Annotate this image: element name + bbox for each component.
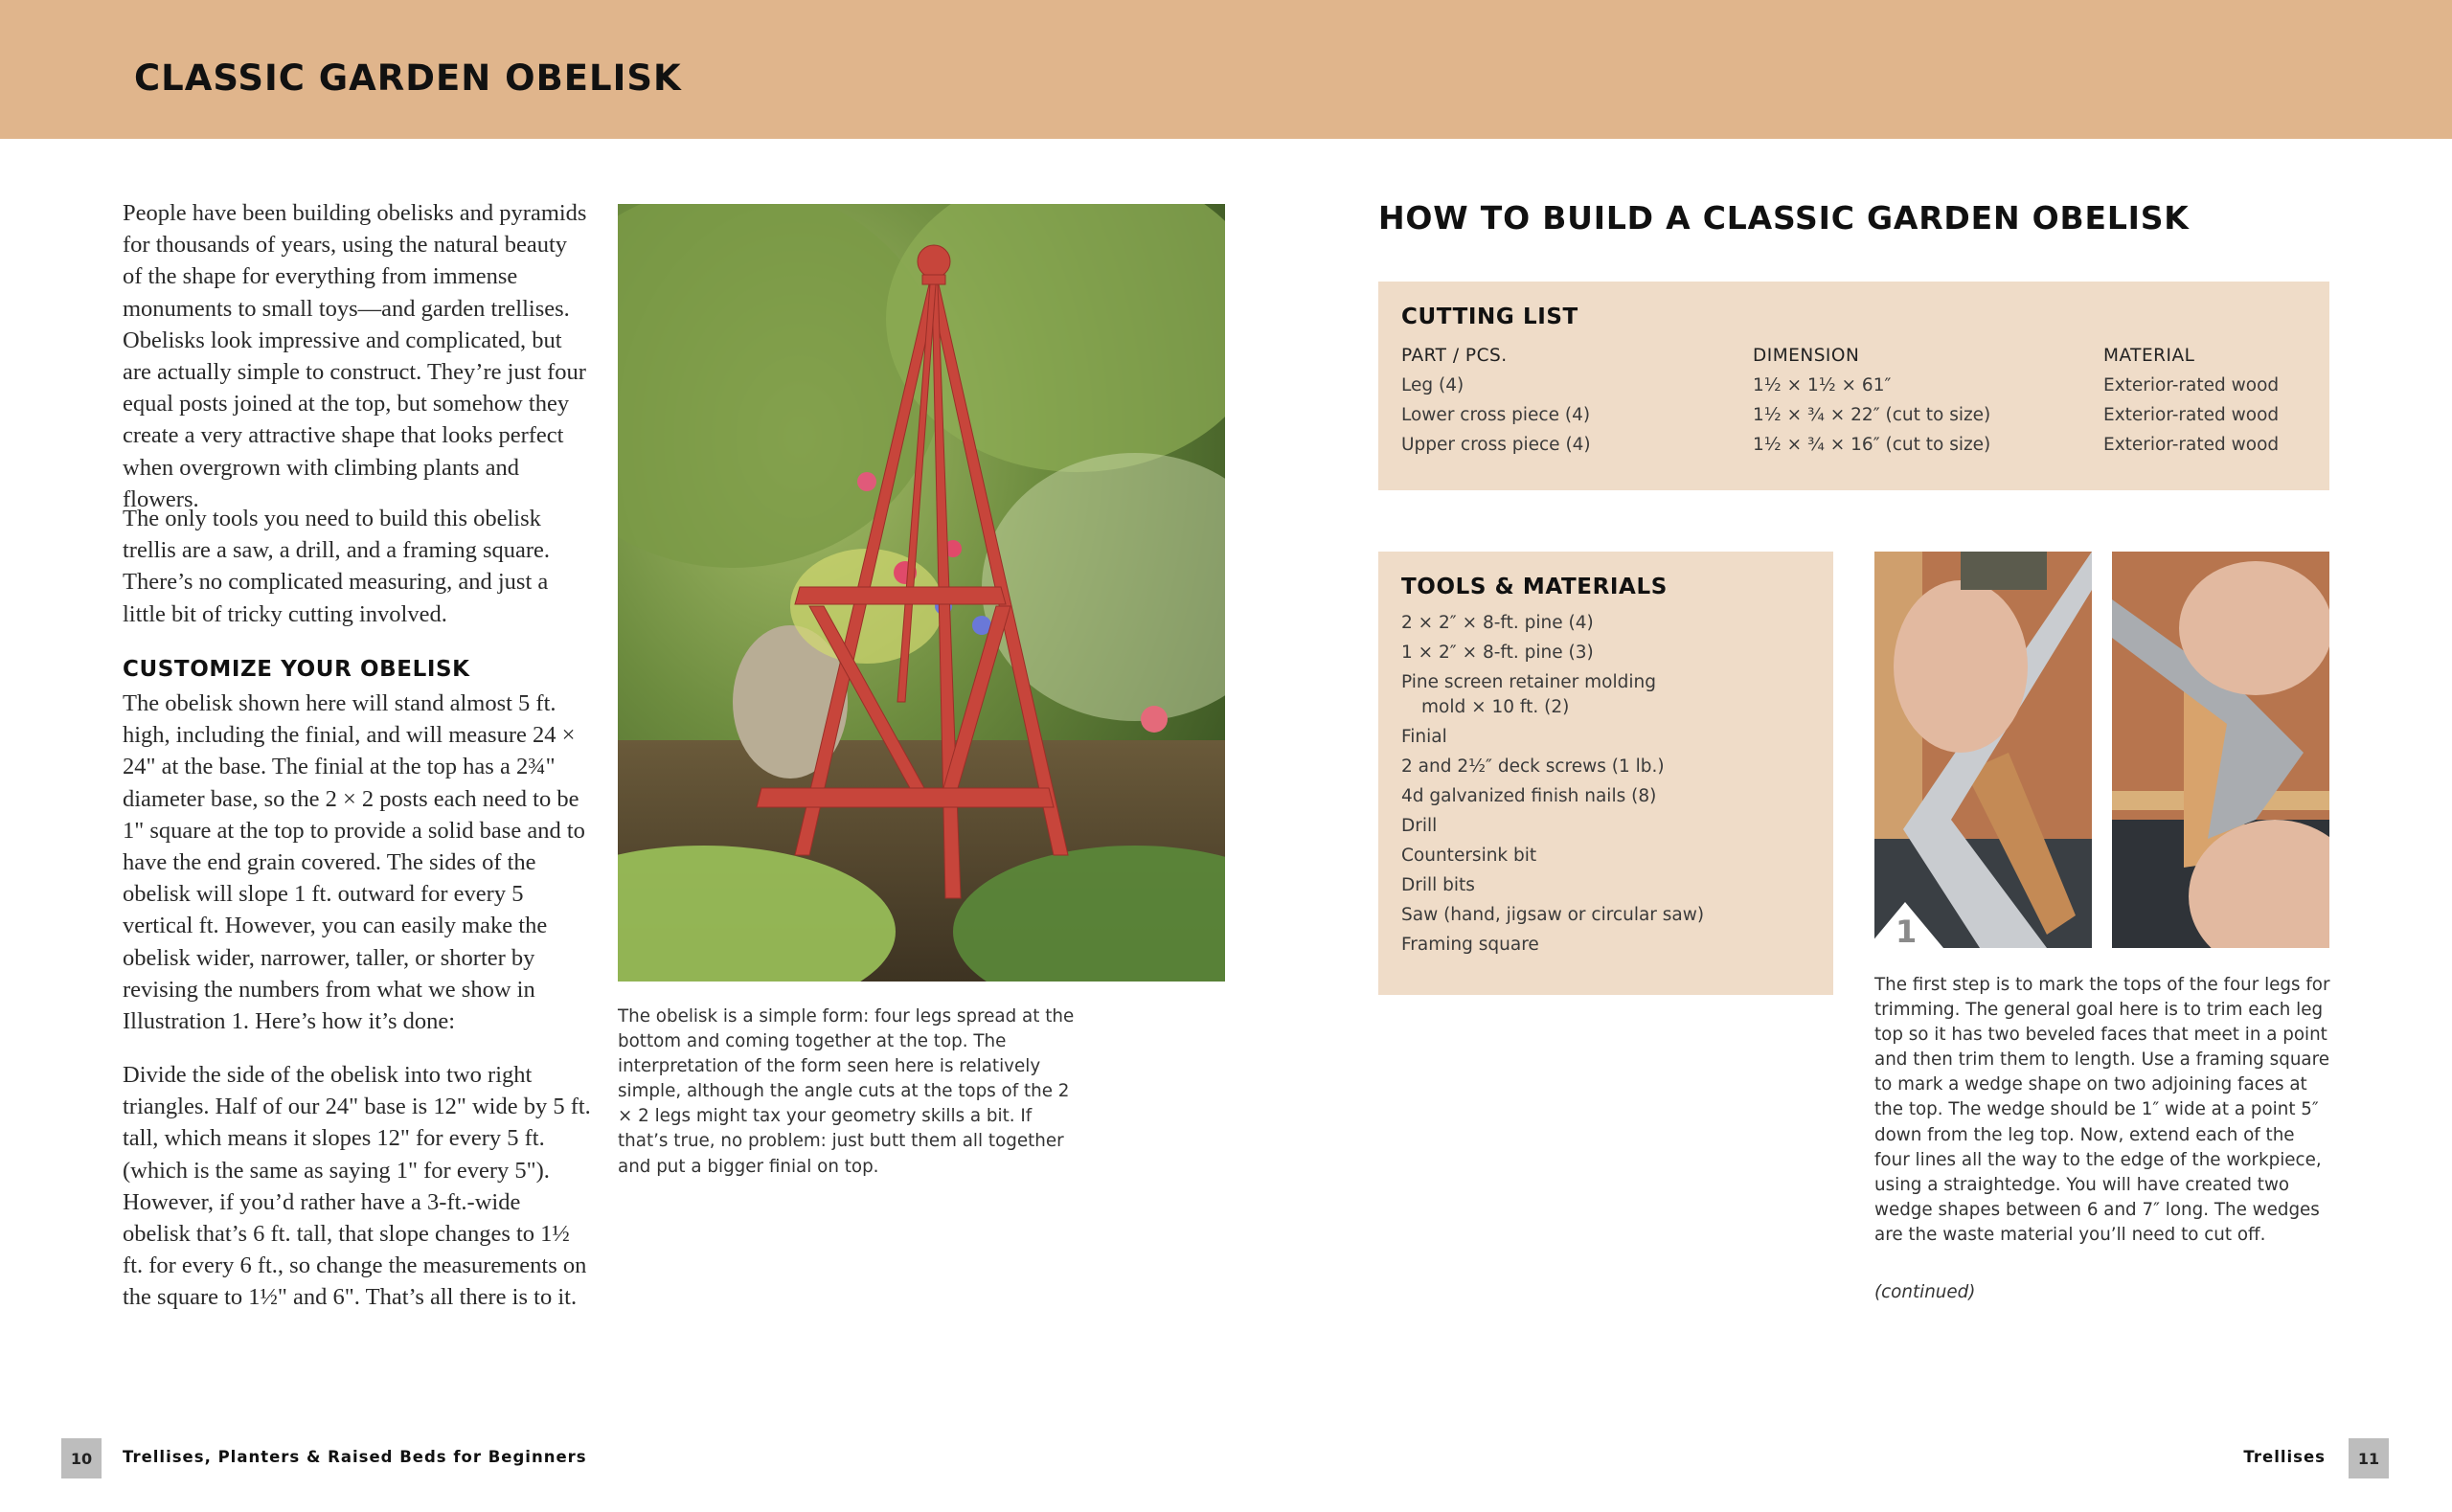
body-text: The only tools you need to build this obelisk trellis are a saw, a drill, and a framing square. There’s no complicated measuring, and just a little bit of tricky cutting involved.: [123, 506, 551, 627]
list-item: Countersink bit: [1401, 846, 1537, 866]
page-number-right: 11: [2349, 1438, 2389, 1478]
cutting-list-column-dimension: [1753, 341, 1990, 460]
table-cell: Leg (4): [1401, 375, 1464, 395]
framing-square-wedge-illustration: [2112, 552, 2329, 948]
page-number-left: 10: [61, 1438, 102, 1478]
body-text: People have been building obelisks and pyramids for thousands of years, using the natural beauty of the shape for everything from immense monuments to small toys—and garden trellises. Obelisks look impressive and complicated, but are actually simple to construct. They’re just four equal posts joined at the top, but somehow they create a very attractive shape that looks perfect when overgrown with climbing plants and flowers.: [123, 200, 587, 512]
list-item: Saw (hand, jigsaw or circular saw): [1401, 905, 1705, 925]
list-item: Finial: [1401, 727, 1447, 747]
list-item: 2 × 2″ × 8-ft. pine (4): [1401, 613, 1594, 633]
body-text: The obelisk shown here will stand almost 5 ft. high, including the finial, and will measure 24 × 24" at the base. The finial at the top has a 2¾" diameter base, so the 2 × 2 posts each need to be 1" square at the top to provide a solid base and to have the end grain covered. The sides of the obelisk will slope 1 ft. outward for every 5 vertical ft. However, you can easily make the obelisk wider, narrower, taller, or shorter by revising the numbers from what we show in Illustration 1. Here’s how it’s done:: [123, 690, 585, 1035]
continued-note: (continued): [1874, 1282, 1976, 1302]
list-item: 1 × 2″ × 8-ft. pine (3): [1401, 643, 1594, 663]
body-text: Divide the side of the obelisk into two right triangles. Half of our 24" base is 12" wide by 5 ft. tall, which means it slopes 12" for every 5 ft. (which is the same as saying 1" for every 5"). However, if you’d rather have a 3-ft.-wide obelisk that’s 6 ft. tall, that slope changes to 1½ ft. for every 6 ft., so change the measurements on the square to 1½" and 6". That’s all there is to it.: [123, 1062, 591, 1311]
table-cell: Upper cross piece (4): [1401, 435, 1591, 455]
tools-list: [1401, 611, 1704, 962]
customize-paragraph-1: [123, 688, 592, 1037]
step-number: 1: [1896, 914, 1918, 948]
cutting-list-title: CUTTING LIST: [1401, 305, 1578, 329]
obelisk-illustration: [618, 204, 1225, 982]
tools-materials-box: [1378, 552, 1833, 995]
table-cell: Exterior-rated wood: [2103, 435, 2280, 455]
list-item-continuation: mold × 10 ft. (2): [1421, 697, 1570, 717]
step-1-instructions: The first step is to mark the tops of the four legs for trimming. The general goal here is to trim each leg top so it has two beveled faces that meet in a point and then trim them to length. Use a framing square to mark a wedge shape on two adjoining faces at the top. The wedge should be 1″ wide at a point 5″ down from the leg top. Now, extend each of the four lines all the way to the edge of the workpiece, using a straightedge. You will have created two wedge shapes between 6 and 7″ long. The wedges are the waste material you’ll need to cut off.: [1874, 975, 2330, 1245]
step-1-photo-a: [1874, 552, 2092, 948]
table-cell: 1½ × ¾ × 16″ (cut to size): [1753, 435, 1991, 455]
step-1-photo-b: [2112, 552, 2329, 948]
intro-paragraph-1: [123, 197, 592, 515]
list-item: Framing square: [1401, 935, 1539, 955]
obelisk-garden-photo: [618, 204, 1225, 982]
table-cell: 1½ × ¾ × 22″ (cut to size): [1753, 405, 1991, 425]
table-cell: Exterior-rated wood: [2103, 405, 2280, 425]
tools-materials-title: TOOLS & MATERIALS: [1401, 575, 1668, 599]
cutting-list-box: [1378, 282, 2329, 490]
table-cell: Lower cross piece (4): [1401, 405, 1591, 425]
intro-paragraph-2: [123, 503, 592, 630]
framing-square-marking-illustration: [1874, 552, 2092, 948]
table-cell: Exterior-rated wood: [2103, 375, 2280, 395]
table-cell: 1½ × 1½ × 61″: [1753, 375, 1892, 395]
page-title: CLASSIC GARDEN OBELISK: [134, 57, 682, 99]
running-title-right: Trellises: [2243, 1448, 2326, 1466]
column-header: PART / PCS.: [1401, 346, 1508, 366]
list-item: [1401, 670, 1704, 720]
cutting-list-column-material: [2103, 341, 2279, 460]
list-item: 2 and 2½″ deck screws (1 lb.): [1401, 756, 1665, 777]
customize-heading: CUSTOMIZE YOUR OBELISK: [123, 657, 470, 682]
customize-paragraph-2: [123, 1059, 592, 1314]
photo-caption: The obelisk is a simple form: four legs spread at the bottom and coming together at the top. The interpretation of the form seen here is relatively simple, although the angle cuts at the tops of the 2 × 2 legs might tax your geometry skills a bit. If that’s true, no problem: just butt them all together and put a bigger finial on top.: [618, 1006, 1075, 1177]
column-header: DIMENSION: [1753, 346, 1860, 366]
running-title-left: Trellises, Planters & Raised Beds for Beginners: [123, 1448, 587, 1466]
list-item-text: Pine screen retainer molding: [1401, 672, 1656, 692]
column-header: MATERIAL: [2103, 346, 2195, 366]
list-item: 4d galvanized finish nails (8): [1401, 786, 1657, 806]
cutting-list-column-part: [1401, 341, 1591, 460]
list-item: Drill bits: [1401, 875, 1475, 895]
list-item: Drill: [1401, 816, 1438, 836]
how-to-title: HOW TO BUILD A CLASSIC GARDEN OBELISK: [1378, 199, 2190, 237]
